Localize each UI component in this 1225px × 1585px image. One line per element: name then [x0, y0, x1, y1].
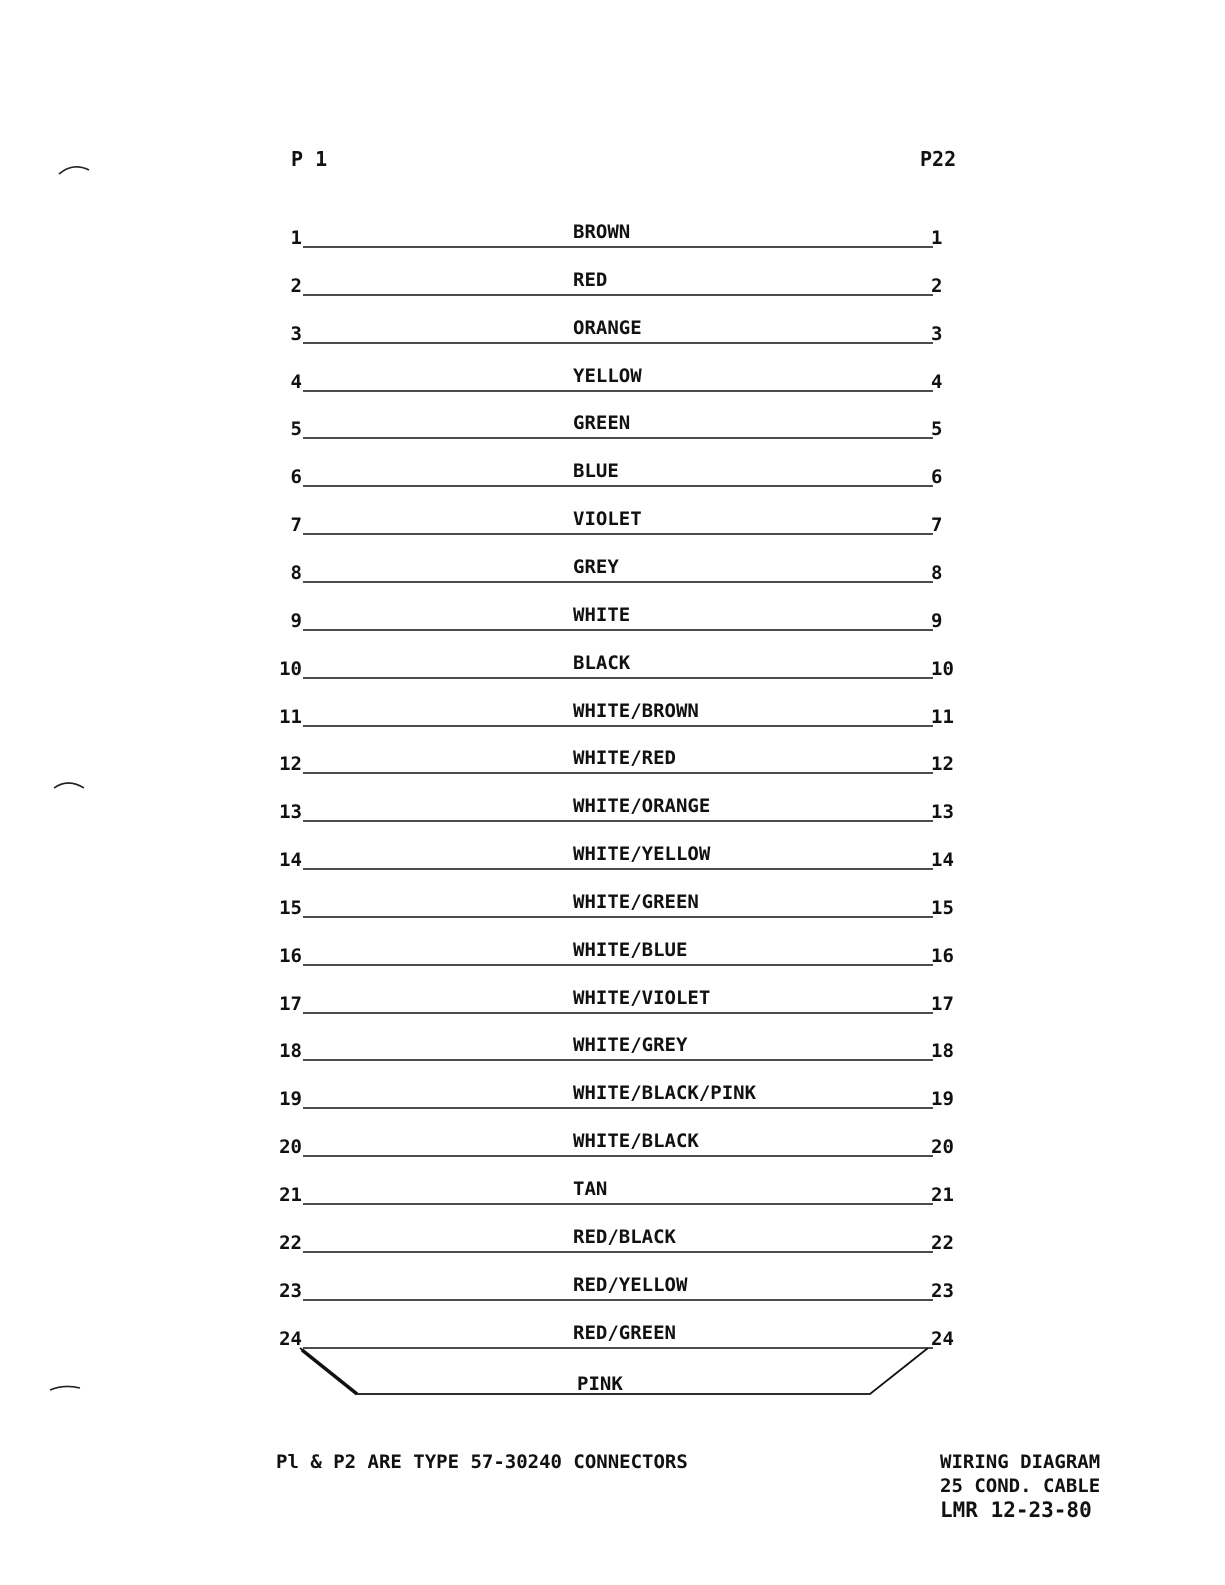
wire-color-label: WHITE/YELLOW: [573, 843, 711, 865]
p2-pin-number: 10: [931, 658, 954, 680]
wire-color-label: WHITE/ORANGE: [573, 795, 711, 817]
p1-pin-number: 19: [279, 1088, 302, 1110]
wire-color-label: WHITE: [573, 604, 631, 626]
wire-color-label: RED: [573, 269, 608, 291]
wire-color-label: BROWN: [573, 221, 631, 243]
p2-pin-number: 7: [931, 514, 943, 536]
wire-color-label: RED/BLACK: [573, 1226, 676, 1248]
p1-pin-number: 16: [279, 945, 302, 967]
p2-pin-number: 21: [931, 1184, 954, 1206]
p22-connector-label: P22: [920, 147, 957, 171]
p2-pin-number: 19: [931, 1088, 954, 1110]
p2-pin-number: 12: [931, 753, 954, 775]
wire-color-label: GREY: [573, 556, 619, 578]
p2-pin-number: 3: [931, 323, 943, 345]
p1-pin-number: 10: [279, 658, 302, 680]
p1-pin-number: 17: [279, 993, 302, 1015]
jumper-left-stroke: [302, 1350, 357, 1394]
p1-pin-number: 24: [279, 1328, 302, 1350]
p2-pin-number: 18: [931, 1040, 954, 1062]
p2-pin-number: 5: [931, 418, 943, 440]
margin-mark: [50, 776, 90, 792]
wire-color-label: WHITE/RED: [573, 747, 676, 769]
p1-pin-number: 8: [290, 562, 302, 584]
p1-pin-number: 14: [279, 849, 302, 871]
p2-pin-number: 9: [931, 610, 943, 632]
p2-pin-number: 17: [931, 993, 954, 1015]
wire-color-label: WHITE/BLACK: [573, 1130, 699, 1152]
title-block-line-2: 25 COND. CABLE: [940, 1475, 1101, 1497]
p2-pin-number: 15: [931, 897, 954, 919]
p1-pin-number: 2: [290, 275, 302, 297]
p1-connector-label: P 1: [291, 147, 328, 171]
p1-pin-number: 15: [279, 897, 302, 919]
p1-pin-number: 1: [290, 227, 302, 249]
jumper-color-label: PINK: [577, 1373, 623, 1395]
p1-pin-number: 21: [279, 1184, 302, 1206]
wire-color-label: WHITE/BLACK/PINK: [573, 1082, 757, 1104]
wire-color-label: BLUE: [573, 460, 619, 482]
p2-pin-number: 23: [931, 1280, 954, 1302]
wire-color-label: TAN: [573, 1178, 608, 1200]
p1-pin-number: 11: [279, 706, 302, 728]
wire-color-label: WHITE/BROWN: [573, 700, 699, 722]
margin-mark: [46, 1382, 86, 1394]
wire-color-label: BLACK: [573, 652, 631, 674]
p2-pin-number: 24: [931, 1328, 954, 1350]
p1-pin-number: 9: [290, 610, 302, 632]
title-block-line-3: LMR 12-23-80: [940, 1498, 1092, 1522]
p1-pin-number: 7: [290, 514, 302, 536]
p2-pin-number: 6: [931, 466, 943, 488]
p1-pin-number: 22: [279, 1232, 302, 1254]
p1-pin-number: 20: [279, 1136, 302, 1158]
p2-pin-number: 13: [931, 801, 954, 823]
p1-pin-number: 6: [290, 466, 302, 488]
wire-color-label: GREEN: [573, 412, 631, 434]
wire-color-label: ORANGE: [573, 317, 642, 339]
p2-pin-number: 22: [931, 1232, 954, 1254]
connector-type-note: Pl & P2 ARE TYPE 57-30240 CONNECTORS: [276, 1451, 688, 1473]
p1-pin-number: 23: [279, 1280, 302, 1302]
p2-pin-number: 11: [931, 706, 954, 728]
wire-color-label: YELLOW: [573, 365, 642, 387]
p1-pin-number: 12: [279, 753, 302, 775]
p1-pin-number: 18: [279, 1040, 302, 1062]
p2-pin-number: 20: [931, 1136, 954, 1158]
title-block-line-1: WIRING DIAGRAM: [940, 1451, 1101, 1473]
p2-pin-number: 16: [931, 945, 954, 967]
p1-pin-number: 5: [290, 418, 302, 440]
wire-color-label: WHITE/VIOLET: [573, 987, 711, 1009]
wire-color-label: RED/YELLOW: [573, 1274, 688, 1296]
p2-pin-number: 2: [931, 275, 943, 297]
p1-pin-number: 13: [279, 801, 302, 823]
p2-pin-number: 4: [931, 371, 943, 393]
p2-pin-number: 1: [931, 227, 943, 249]
wire-color-label: WHITE/GREEN: [573, 891, 699, 913]
p1-pin-number: 3: [290, 323, 302, 345]
wire-color-label: RED/GREEN: [573, 1322, 676, 1344]
wire-color-label: VIOLET: [573, 508, 642, 530]
margin-mark: [55, 160, 95, 176]
p2-pin-number: 14: [931, 849, 954, 871]
p2-pin-number: 8: [931, 562, 943, 584]
wire-color-label: WHITE/BLUE: [573, 939, 688, 961]
wire-color-label: WHITE/GREY: [573, 1034, 688, 1056]
p1-pin-number: 4: [290, 371, 302, 393]
